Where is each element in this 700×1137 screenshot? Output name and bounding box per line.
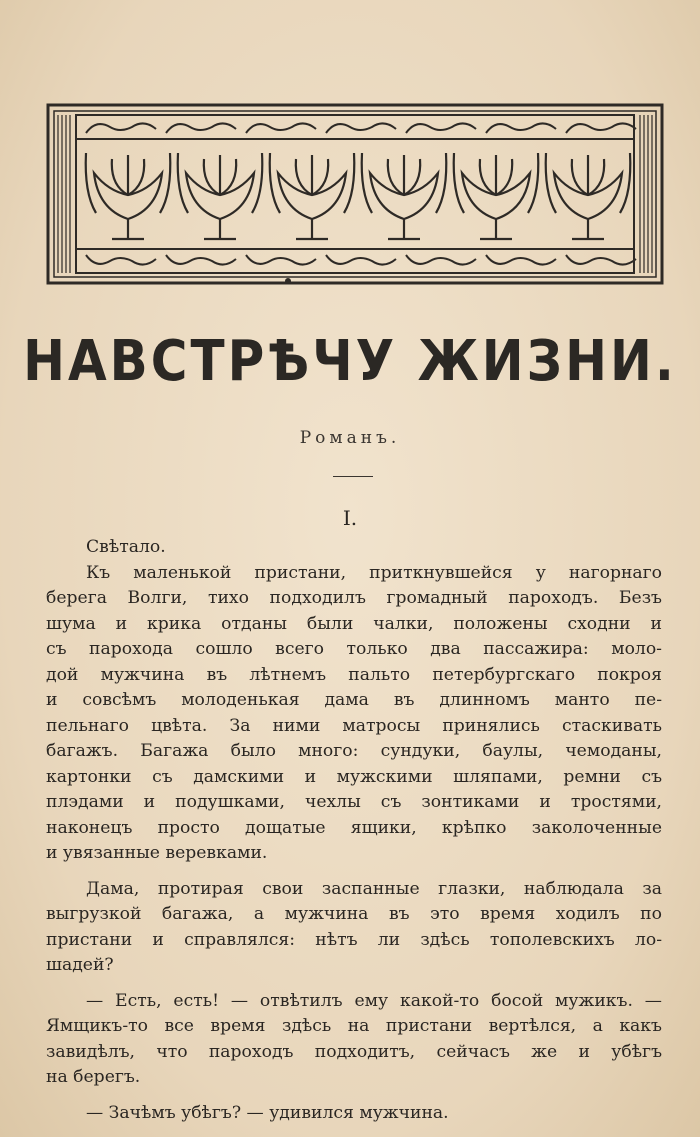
text-line: дой мужчина въ лѣтнемъ пальто петербургскаго покроя [46,664,662,685]
body-text [46,535,662,1126]
text-line: Къ маленькой пристани, приткнувшейся у нагорнаго [86,562,662,583]
text-line: шадей? [46,955,114,975]
text-line: Ямщикъ-то все время здѣсь на пристани вертѣлся, а какъ [46,1016,662,1036]
paragraph [46,989,662,1091]
text-line: на берегъ. [46,1067,141,1087]
genre-subtitle: Романъ. [299,428,401,448]
text-line: и увязанные веревками. [46,843,268,863]
text-line: плэдами и подушками, чехлы съ зонтиками и тростями, [46,792,662,812]
text-line: — Есть, есть! — отвѣтилъ ему какой-то босой мужикъ. — [86,990,662,1011]
text-line: выгрузкой багажа, а мужчина въ это время ходилъ по [46,904,662,924]
text-line: берега Волги, тихо подходилъ громадный пароходъ. Безъ [46,588,662,608]
text-line: пельнаго цвѣта. За ними матросы принялись стаскивать [46,715,662,736]
paragraph [46,877,662,979]
text-line: завидѣлъ, что пароходъ подходитъ, сейчасъ же и убѣгъ [46,1041,662,1062]
text-line: съ парохода сошло всего только два пассажира: моло- [46,639,662,659]
paragraph [46,561,662,867]
section-divider [333,476,373,477]
text-line: Дама, протирая свои заспанные глазки, наблюдала за [86,878,662,899]
ornamental-header-border [46,103,664,285]
paragraph [46,535,662,561]
novel-title: НАВСТРѢЧУ ЖИЗНИ. [23,328,677,394]
text-line: шума и крика отданы были чалки, положены сходни и [46,613,662,634]
text-line: — Зачѣмъ убѣгъ? — удивился мужчина. [86,1102,449,1123]
ornament-graphic [46,103,664,285]
text-line: Свѣтало. [86,537,166,557]
text-line: наконецъ просто дощатые ящики, крѣпко заколоченные [46,817,662,838]
text-line: пристани и справлялся: нѣтъ ли здѣсь тополевскихъ ло- [46,929,662,950]
text-line: багажъ. Багажа было много: сундуки, баулы, чемоданы, [46,741,662,761]
text-line: картонки съ дамскими и мужскими шляпами, ремни съ [46,766,662,787]
chapter-number: I. [342,506,358,530]
text-line: и совсѣмъ молоденькая дама въ длинномъ манто пе- [46,690,662,710]
paragraph [46,1101,662,1127]
